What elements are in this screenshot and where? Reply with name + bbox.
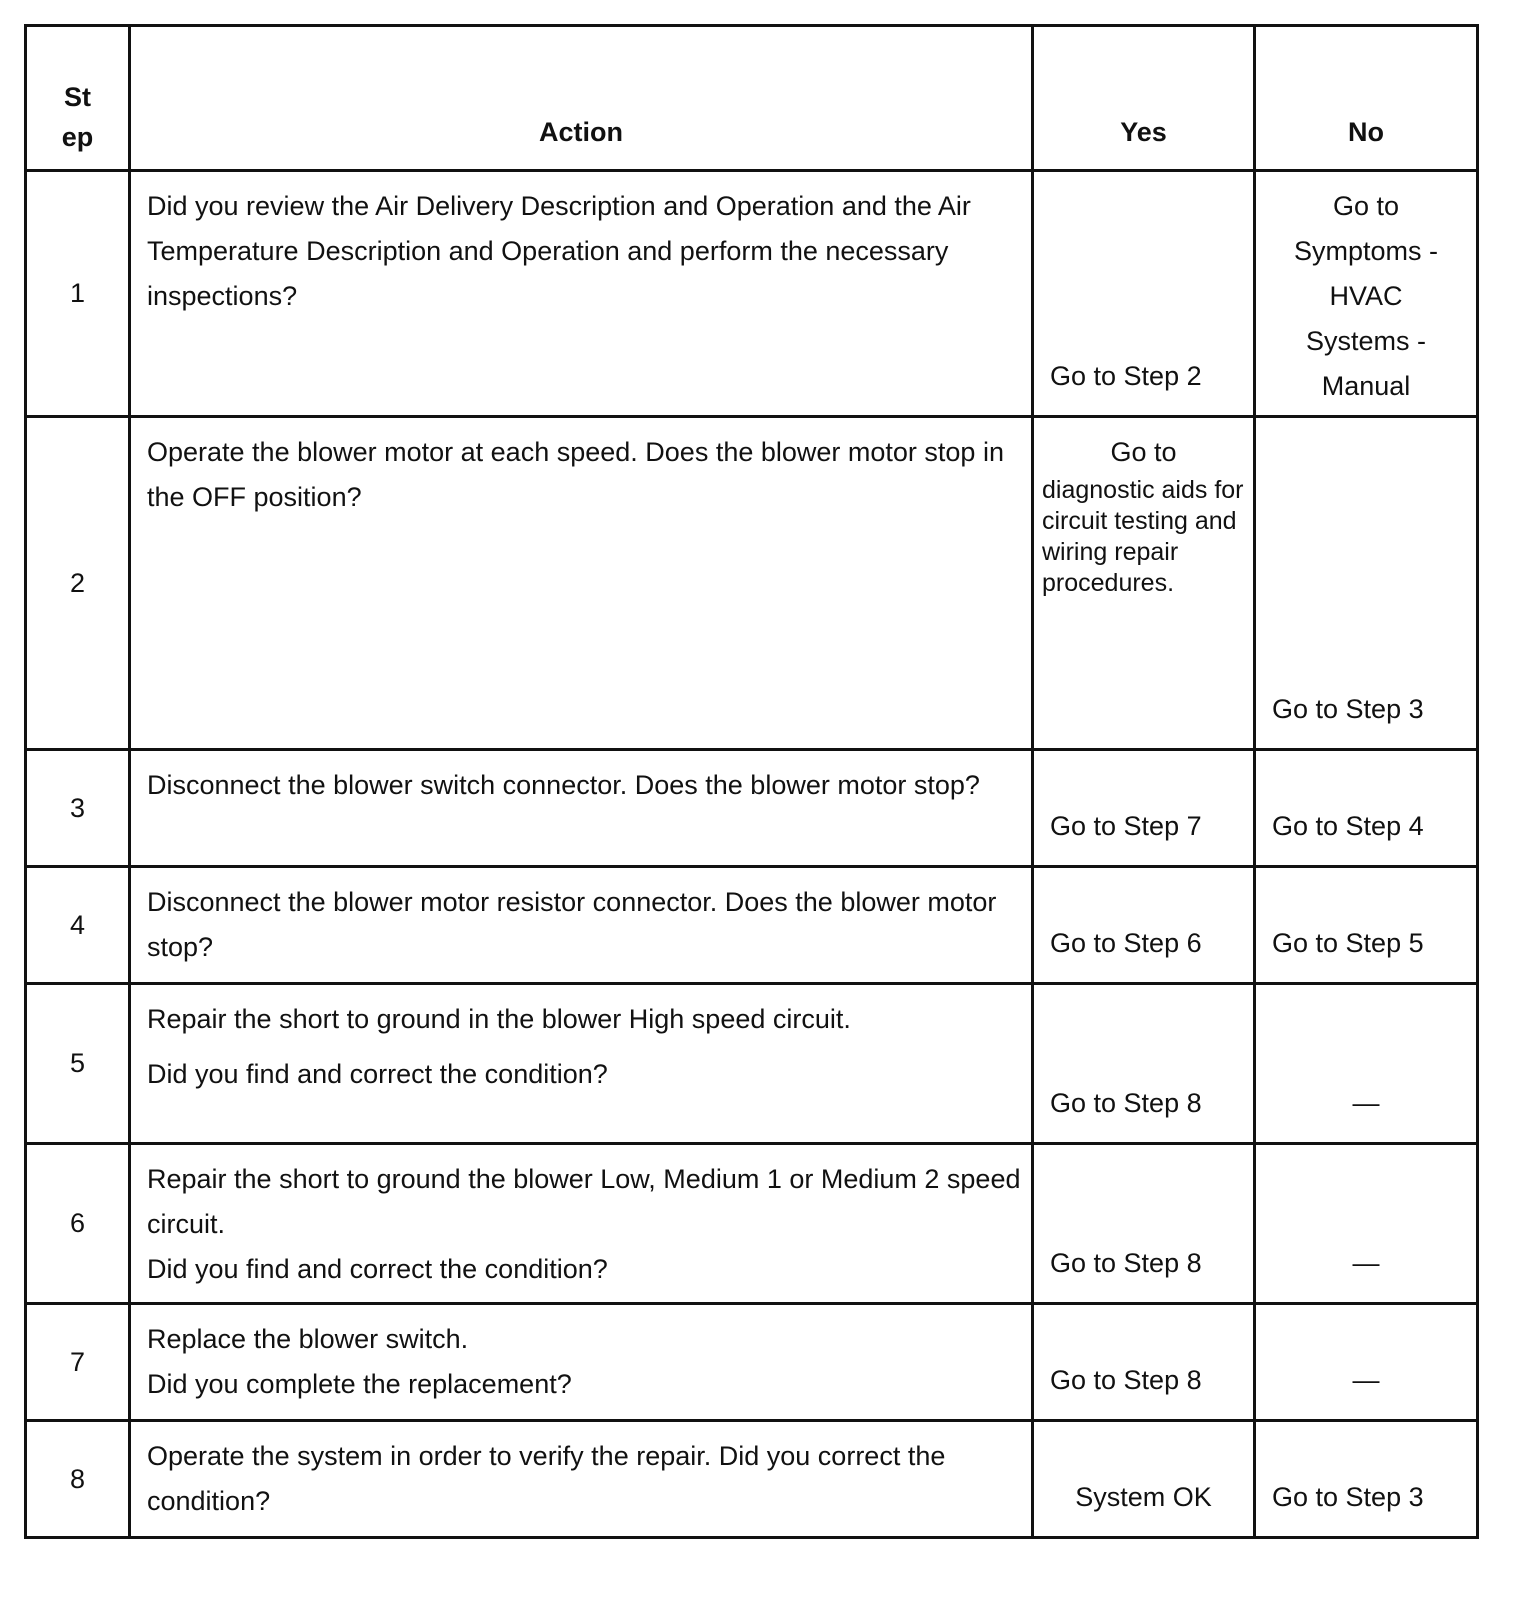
- header-row: [26, 26, 1478, 171]
- yes-cell: [1033, 867, 1255, 984]
- step-number: 2: [26, 417, 130, 750]
- yes-answer: [1034, 418, 1253, 599]
- action-text: Disconnect the blower switch connector. Does the blower motor stop?: [147, 770, 980, 800]
- no-line: Go to: [1332, 191, 1400, 221]
- header-no: No: [1255, 26, 1478, 171]
- no-answer: [1256, 172, 1476, 409]
- header-yes: Yes: [1033, 26, 1255, 171]
- no-cell: [1255, 1144, 1478, 1304]
- table-row: [26, 1304, 1478, 1421]
- no-line: Symptoms -: [1293, 236, 1439, 266]
- table-row: [26, 1144, 1478, 1304]
- action-text: Repair the short to ground in the blower High speed circuit.: [147, 1004, 851, 1034]
- yes-cell: [1033, 1144, 1255, 1304]
- yes-line: Go to: [1110, 437, 1177, 467]
- no-cell: [1255, 984, 1478, 1144]
- no-cell: [1255, 171, 1478, 417]
- action-text: Disconnect the blower motor resistor connector. Does the blower motor stop?: [147, 887, 997, 962]
- table-row: [26, 750, 1478, 867]
- no-line: HVAC: [1329, 281, 1403, 311]
- action-text: Replace the blower switch.: [147, 1324, 469, 1354]
- yes-answer: Go to Step 8: [1050, 1248, 1202, 1278]
- action-cell: [130, 984, 1033, 1144]
- action-text: Repair the short to ground the blower Low, Medium 1 or Medium 2 speed circuit.: [147, 1164, 1021, 1239]
- yes-answer: Go to Step 6: [1050, 928, 1202, 958]
- table-row: [26, 417, 1478, 750]
- table-row: [26, 867, 1478, 984]
- no-line: Systems -: [1305, 326, 1426, 356]
- diagnostic-table: [24, 24, 1479, 1539]
- action-question: Did you find and correct the condition?: [147, 1254, 608, 1284]
- step-number: 1: [26, 171, 130, 417]
- step-number: 5: [26, 984, 130, 1144]
- no-cell: [1255, 417, 1478, 750]
- step-number: 8: [26, 1421, 130, 1538]
- header-step-line1: St: [64, 82, 91, 112]
- no-answer: —: [1352, 1248, 1380, 1278]
- no-line: Manual: [1321, 371, 1411, 401]
- no-cell: [1255, 867, 1478, 984]
- action-cell: [130, 1421, 1033, 1538]
- yes-cell: [1033, 750, 1255, 867]
- no-answer: Go to Step 3: [1272, 694, 1424, 724]
- header-step: [26, 26, 130, 171]
- action-question: Did you find and correct the condition?: [147, 1059, 608, 1089]
- action-text: Operate the system in order to verify the repair. Did you correct the condition?: [147, 1441, 946, 1516]
- header-step-line2: ep: [61, 122, 94, 152]
- yes-cell: [1033, 1421, 1255, 1538]
- action-text: Did you review the Air Delivery Description and Operation and the Air Temperature Description and Operation and perform the necessary inspections?: [147, 191, 971, 311]
- table-row: [26, 984, 1478, 1144]
- table-row: [26, 1421, 1478, 1538]
- step-number: 3: [26, 750, 130, 867]
- yes-subtext: diagnostic aids for circuit testing and wiring repair procedures.: [1042, 476, 1244, 597]
- yes-cell: [1033, 1304, 1255, 1421]
- no-cell: [1255, 1421, 1478, 1538]
- action-text: Operate the blower motor at each speed. Does the blower motor stop in the OFF position?: [147, 437, 1004, 512]
- action-cell: [130, 417, 1033, 750]
- action-cell: [130, 171, 1033, 417]
- step-number: 7: [26, 1304, 130, 1421]
- action-cell: [130, 750, 1033, 867]
- no-answer: —: [1352, 1088, 1380, 1118]
- yes-answer: Go to Step 7: [1050, 811, 1202, 841]
- no-answer: Go to Step 4: [1272, 811, 1424, 841]
- no-cell: [1255, 750, 1478, 867]
- no-answer: Go to Step 5: [1272, 928, 1424, 958]
- yes-cell: [1033, 171, 1255, 417]
- step-number: 4: [26, 867, 130, 984]
- yes-answer: Go to Step 2: [1050, 361, 1202, 391]
- no-answer: —: [1352, 1365, 1380, 1395]
- action-cell: [130, 1304, 1033, 1421]
- action-question: Did you complete the replacement?: [147, 1369, 572, 1399]
- table-row: [26, 171, 1478, 417]
- yes-answer: Go to Step 8: [1050, 1088, 1202, 1118]
- action-cell: [130, 867, 1033, 984]
- yes-answer: Go to Step 8: [1050, 1365, 1202, 1395]
- yes-cell: [1033, 417, 1255, 750]
- step-number: 6: [26, 1144, 130, 1304]
- yes-answer: System OK: [1075, 1482, 1212, 1512]
- no-cell: [1255, 1304, 1478, 1421]
- yes-cell: [1033, 984, 1255, 1144]
- action-cell: [130, 1144, 1033, 1304]
- header-action: Action: [130, 26, 1033, 171]
- no-answer: Go to Step 3: [1272, 1482, 1424, 1512]
